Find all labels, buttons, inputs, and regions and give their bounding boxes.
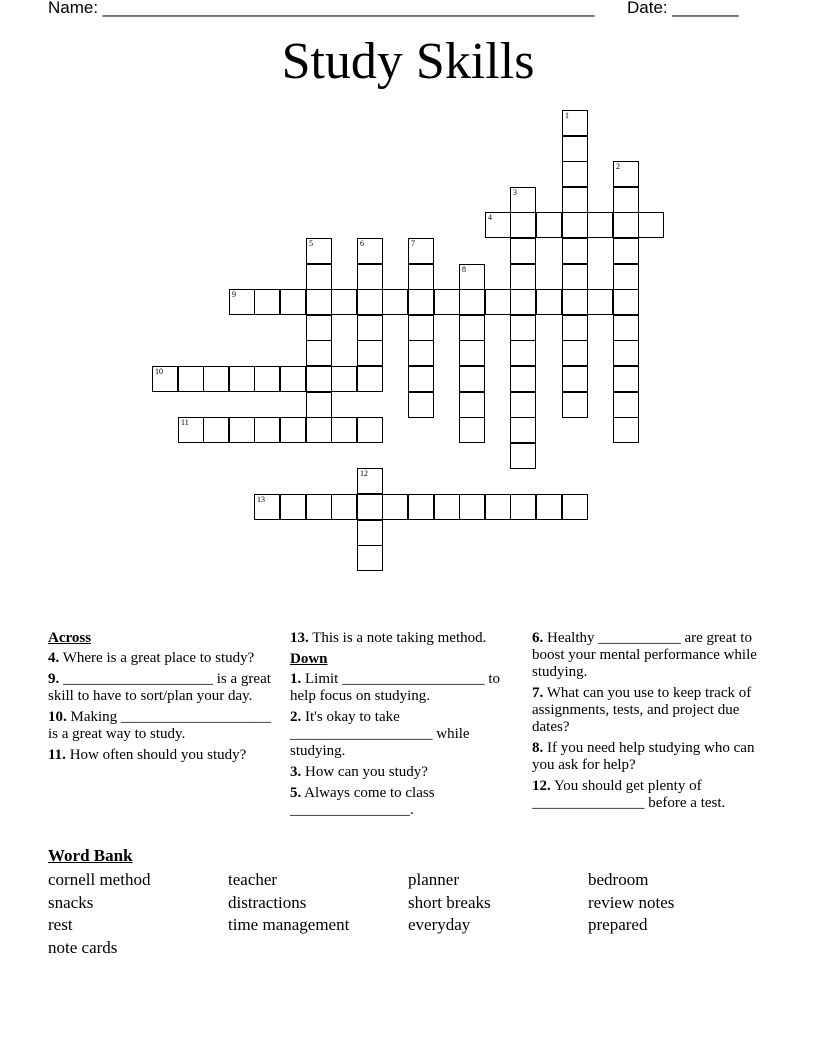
word-bank-item: time management: [228, 915, 350, 934]
crossword-cell[interactable]: [331, 417, 357, 443]
crossword-cell[interactable]: [562, 212, 588, 238]
clue-across-11: 11. How often should you study?: [48, 747, 247, 763]
word-bank-title: Word Bank: [48, 846, 133, 865]
crossword-cell[interactable]: [485, 494, 511, 520]
crossword-cell[interactable]: [357, 289, 383, 315]
crossword-cell[interactable]: [306, 494, 332, 520]
crossword-cell[interactable]: [306, 238, 332, 264]
crossword-cell[interactable]: [613, 161, 639, 187]
word-bank-item: bedroom: [588, 870, 649, 889]
crossword-cell[interactable]: [510, 212, 536, 238]
cell-number: 2: [616, 162, 620, 171]
crossword-cell[interactable]: [254, 366, 280, 392]
crossword-cell[interactable]: [178, 366, 204, 392]
crossword-cell[interactable]: [152, 366, 178, 392]
clue-down-7: 7. What can you use to keep track of assignments, tests, and project due dates?: [532, 685, 752, 735]
crossword-cell[interactable]: [280, 417, 306, 443]
clue-down-12: 12. You should get plenty of _______________ before a test.: [532, 778, 726, 811]
word-bank-item: snacks: [48, 893, 94, 912]
page-title: Study Skills: [281, 33, 535, 90]
crossword-cell[interactable]: [459, 315, 485, 341]
word-bank-item: short breaks: [408, 893, 491, 912]
crossword-cell[interactable]: [357, 468, 383, 494]
clue-column-1: [48, 630, 284, 768]
crossword-cell[interactable]: [459, 417, 485, 443]
crossword-cell[interactable]: [357, 417, 383, 443]
crossword-cell[interactable]: [562, 289, 588, 315]
crossword-cell[interactable]: [434, 494, 460, 520]
crossword-cell[interactable]: [408, 238, 434, 264]
crossword-cell[interactable]: [254, 289, 280, 315]
clue-down-1: 1. Limit ___________________ to help focus on studying.: [290, 671, 500, 704]
crossword-cell[interactable]: [408, 264, 434, 290]
cell-number: 1: [565, 111, 569, 120]
crossword-cell[interactable]: [562, 264, 588, 290]
crossword-cell[interactable]: [510, 238, 536, 264]
crossword-cell[interactable]: [510, 315, 536, 341]
crossword-cell[interactable]: [510, 340, 536, 366]
crossword-cell[interactable]: [587, 289, 613, 315]
cell-number: 8: [462, 265, 466, 274]
cell-number: 4: [488, 213, 492, 222]
crossword-cell[interactable]: [254, 494, 280, 520]
clue-across-10: 10. Making ____________________ is a great way to study.: [48, 709, 271, 742]
clue-column-2: [290, 630, 526, 823]
crossword-cell[interactable]: [613, 238, 639, 264]
clue-down-5: 5. Always come to class ________________.: [290, 785, 435, 818]
crossword-cell[interactable]: [203, 417, 229, 443]
cell-number: 13: [257, 495, 265, 504]
crossword-cell[interactable]: [459, 392, 485, 418]
crossword-cell[interactable]: [562, 494, 588, 520]
word-bank-item: rest: [48, 915, 73, 934]
crossword-cell[interactable]: [229, 417, 255, 443]
crossword-cell[interactable]: [510, 443, 536, 469]
crossword-cell[interactable]: [280, 289, 306, 315]
down-heading: Down: [290, 651, 328, 667]
crossword-cell[interactable]: [306, 417, 332, 443]
cell-number: 6: [360, 239, 364, 248]
crossword-cell[interactable]: [357, 520, 383, 546]
crossword-cell[interactable]: [587, 212, 613, 238]
cell-number: 12: [360, 469, 368, 478]
crossword-cell[interactable]: [459, 289, 485, 315]
crossword-cell[interactable]: [306, 315, 332, 341]
crossword-cell[interactable]: [306, 392, 332, 418]
crossword-cell[interactable]: [562, 392, 588, 418]
crossword-cell[interactable]: [510, 264, 536, 290]
crossword-cell[interactable]: [306, 264, 332, 290]
word-bank-item: cornell method: [48, 870, 151, 889]
crossword-cell[interactable]: [613, 289, 639, 315]
word-bank-item: teacher: [228, 870, 278, 889]
crossword-cell[interactable]: [434, 289, 460, 315]
crossword-cell[interactable]: [254, 417, 280, 443]
crossword-cell[interactable]: [536, 289, 562, 315]
crossword-cell[interactable]: [178, 417, 204, 443]
crossword-cell[interactable]: [408, 366, 434, 392]
clue-down-6: 6. Healthy ___________ are great to boost your mental performance while studying.: [532, 630, 757, 680]
crossword-cell[interactable]: [280, 494, 306, 520]
word-bank-item: prepared: [588, 915, 648, 934]
cell-number: 7: [411, 239, 415, 248]
name-field[interactable]: Name: ____________________________________________________: [48, 0, 595, 17]
word-bank-item: distractions: [228, 893, 307, 912]
crossword-cell[interactable]: [280, 366, 306, 392]
date-field[interactable]: Date: _______: [627, 0, 739, 17]
crossword-cell[interactable]: [459, 494, 485, 520]
cell-number: 5: [309, 239, 313, 248]
cell-number: 10: [155, 367, 163, 376]
crossword-cell[interactable]: [408, 494, 434, 520]
crossword-cell[interactable]: [536, 212, 562, 238]
crossword-cell[interactable]: [510, 392, 536, 418]
crossword-cell[interactable]: [536, 494, 562, 520]
crossword-cell[interactable]: [613, 366, 639, 392]
crossword-cell[interactable]: [562, 238, 588, 264]
crossword-cell[interactable]: [306, 289, 332, 315]
crossword-cell[interactable]: [331, 289, 357, 315]
crossword-cell[interactable]: [459, 366, 485, 392]
crossword-cell[interactable]: [331, 494, 357, 520]
crossword-cell[interactable]: [408, 289, 434, 315]
clue-down-3: 3. How can you study?: [290, 764, 428, 780]
crossword-cell[interactable]: [357, 264, 383, 290]
crossword-cell[interactable]: [357, 238, 383, 264]
crossword-cell[interactable]: [459, 340, 485, 366]
crossword-cell[interactable]: [562, 110, 588, 136]
crossword-cell[interactable]: [203, 366, 229, 392]
crossword-cell[interactable]: [229, 366, 255, 392]
crossword-cell[interactable]: [306, 366, 332, 392]
crossword-cell[interactable]: [562, 340, 588, 366]
clue-across-13: 13. This is a note taking method.: [290, 630, 487, 646]
crossword-cell[interactable]: [510, 366, 536, 392]
cell-number: 11: [181, 418, 189, 427]
crossword-cell[interactable]: [613, 340, 639, 366]
crossword-cell[interactable]: [562, 136, 588, 162]
crossword-cell[interactable]: [229, 289, 255, 315]
crossword-cell[interactable]: [562, 187, 588, 213]
crossword-cell[interactable]: [485, 212, 511, 238]
crossword-cell[interactable]: [357, 340, 383, 366]
clue-down-8: 8. If you need help studying who can you ask for help?: [532, 740, 755, 773]
crossword-cell[interactable]: [613, 315, 639, 341]
crossword-cell[interactable]: [562, 315, 588, 341]
word-bank-item: everyday: [408, 915, 471, 934]
crossword-cell[interactable]: [357, 494, 383, 520]
crossword-cell[interactable]: [357, 315, 383, 341]
crossword-cell[interactable]: [562, 366, 588, 392]
clue-across-9: 9. ____________________ is a great skill to have to sort/plan your day.: [48, 671, 271, 704]
word-bank-item: note cards: [48, 938, 118, 957]
crossword-cell[interactable]: [459, 264, 485, 290]
crossword-cell[interactable]: [408, 340, 434, 366]
crossword-cell[interactable]: [510, 417, 536, 443]
crossword-cell[interactable]: [613, 187, 639, 213]
crossword-cell[interactable]: [306, 340, 332, 366]
cell-number: 9: [232, 290, 236, 299]
crossword-cell[interactable]: [562, 161, 588, 187]
word-bank-item: planner: [408, 870, 459, 889]
crossword-cell[interactable]: [613, 417, 639, 443]
clue-column-3: [532, 630, 768, 816]
clue-across-4: 4. Where is a great place to study?: [48, 650, 255, 666]
crossword-cell[interactable]: [382, 289, 408, 315]
word-bank-item: review notes: [588, 893, 675, 912]
crossword-cell[interactable]: [613, 264, 639, 290]
crossword-cell[interactable]: [331, 366, 357, 392]
crossword-cell[interactable]: [510, 289, 536, 315]
crossword-cell[interactable]: [613, 212, 639, 238]
crossword-cell[interactable]: [357, 545, 383, 571]
crossword-cell[interactable]: [510, 187, 536, 213]
crossword-cell[interactable]: [613, 392, 639, 418]
crossword-cell[interactable]: [485, 289, 511, 315]
crossword-cell[interactable]: [510, 494, 536, 520]
crossword-cell[interactable]: [638, 212, 664, 238]
cell-number: 3: [513, 188, 517, 197]
crossword-cell[interactable]: [408, 315, 434, 341]
crossword-cell[interactable]: [357, 366, 383, 392]
crossword-cell[interactable]: [382, 494, 408, 520]
crossword-cell[interactable]: [408, 392, 434, 418]
clue-down-2: 2. It's okay to take ___________________ while studying.: [290, 709, 470, 759]
across-heading: Across: [48, 630, 92, 646]
